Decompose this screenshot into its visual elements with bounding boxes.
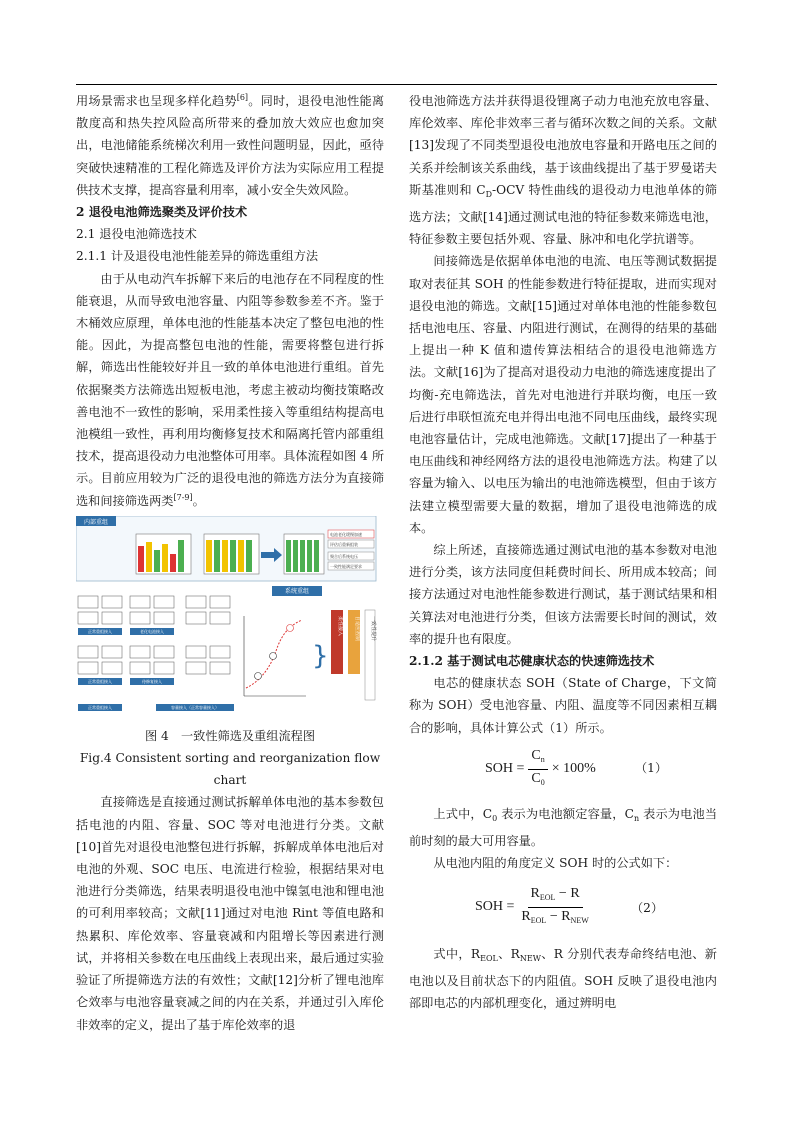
stage-consistency-up: 一致性提升 <box>370 615 376 641</box>
battery-cells-group-3 <box>284 534 324 574</box>
right-column <box>409 90 717 1014</box>
legend-item-4: 一致性能满足要求 <box>330 563 362 569</box>
eq2-number: （2） <box>631 900 664 915</box>
paragraph-eq2-explain: 式中，$R_{EOL}$、$R_{NEW}$、R 分别代表寿命终结电池、新电池以及目前状态下的内阻值。SOH 反映了退役电池内部即电芯的内部机理变化，通过辨明电 <box>409 946 717 1010</box>
section-heading-2: 2 退役电池筛选聚类及评价技术 <box>76 205 248 220</box>
paragraph-screening-regroup: 由于从电动汽车拆解下来后的电池存在不同程度的性能衰退，从而导致电池容量、内阻等参数参差不齐。鉴于木桶效应原理，单体电池的性能基本决定了整包电池的性能。因此，为提高整包电池的性能，需要将整包进行拆解，筛选出性能较好并且一致的单体电池进行重组。首先依据聚类方法筛选出短板电池，考虑主被动均衡技策略改善电池不一致性的影响，采用柔性接入等重组结构提高电池模组一致性，再利用均衡修复技术和隔离托管内部重组技术，提高退役动力电池整体可用率。具体流程如图 4 所示。目前应用较为广泛的退役电池的筛选方法分为直接筛选和间接筛选两类[7-9]。 <box>76 271 385 508</box>
system-regroup-title: 系统重组 <box>284 588 310 595</box>
battery-cells-group-1 <box>136 534 191 574</box>
header-rule <box>76 84 717 85</box>
internal-regroup-title: 内部重组 <box>83 519 109 526</box>
eq1-number: （1） <box>635 760 668 775</box>
paragraph-summary: 综上所述，直接筛选通过测试电池的基本参数对电池进行分类，该方法同度但耗费时间长、所用成本较高；间接方法通过对电池性能参数进行测试，基于测试结果和相关算法对电池进行分类，但该方法需要长时间的测试，效率的提升也有限度。 <box>409 543 717 646</box>
citation[interactable]: [7-9] <box>173 492 193 502</box>
eq1-fraction: $\frac{C_n}{C_0}$ <box>528 747 547 792</box>
stage-adaptive-control: 自适应控制 <box>354 615 360 641</box>
bottom-label-2: 容量接入（正常容量接入） <box>171 704 219 710</box>
subsection-heading-2-1: 2.1 退役电池筛选技术 <box>76 227 197 242</box>
brace-icon: } <box>312 640 329 671</box>
legend-item-1: 电池老化缓慢加速 <box>330 531 362 537</box>
equation-1 <box>409 739 717 803</box>
eq2-lhs: SOH = <box>475 898 515 914</box>
paragraph-resistance-soh: 从电池内阻的角度定义 SOH 时的公式如下： <box>433 856 678 871</box>
curve-plot <box>244 616 306 696</box>
paragraph-soh-intro: 电芯的健康状态 SOH（State of Charge，下文简称为 SOH）受电池容量、内阻、温度等不同因素相互耦合的影响，具体计算公式（1）所示。 <box>409 676 717 735</box>
figure-caption-cn: 图 4 一致性筛选及重组流程图 <box>144 728 316 743</box>
left-column <box>76 90 384 1036</box>
vertical-stages <box>331 610 377 700</box>
battery-cells-group-2 <box>204 534 259 574</box>
paragraph-screening-continued: 役电池筛选方法并获得退役锂离子动力电池充放电容量、库伦效率、库伦非效率三者与循环次数之间的关系。文献[13]发现了不同类型退役电池放电容量和开路电压之间的关系并绘制该关系曲线，基于该曲线提出了基于罗曼诺夫斯基准则和 $C_D$-OCV 特性曲线的退役动力电池单体的筛选方法；文献[14]通过测试电池的特征参数来筛选电池，特征参数主要包括外观、容量、脉冲和电化学抗谱等。 <box>409 94 717 247</box>
eq1-lhs: SOH = <box>485 761 525 777</box>
citation[interactable]: [6] <box>236 92 249 102</box>
stage-flexible-access: 柔性接入 <box>337 615 343 636</box>
figure-4 <box>76 516 384 721</box>
paragraph-intro-continued: 用场景需求也呈现多样化趋势[6]。同时，退役电池性能离散度高和热失控风险高所带来的叠加放大效应也愈加突出，电池储能系统梯次利用一致性问题明显，因此，亟待突破快速精准的工程化筛选及评价方法为实际应用工程提供技术支撑，提高容量利用率，减小安全失效风险。 <box>76 92 385 197</box>
module-label-3: 正常重组接入 <box>88 678 112 684</box>
subsubsection-heading-2-1-1: 2.1.1 计及退役电池性能差异的筛选重组方法 <box>76 249 319 264</box>
paragraph-eq1-explain: 上式中，$C_0$ 表示为电池额定容量，$C_n$ 表示为电池当前时刻的最大可用容量。 <box>409 806 718 849</box>
eq1-rhs: × 100% <box>551 761 596 777</box>
paragraph-indirect-screening: 间接筛选是依据单体电池的电流、电压等测试数据提取对表征其 SOH 的性能参数进行特征提取，进而实现对退役电池的筛选。文献[15]通过对单体电池的性能参数包括电池电压、容量、内阻进行测试，在测得的结果的基础上提出一种 K 值和遗传算法相结合的退役电池筛选方法。文献[16]为了提高对退役动力电池的筛选速度提出了均衡-充电筛选法，首先对电池进行并联均衡，电压一致后进行串联恒流充电并得出电池不同电压曲线，最终实现电池容量估计，完成电池筛选。文献[17]提出了一种基于电压曲线和神经网络方法的退役电池筛选方法。构建了以容量为输入、以电压为输出的电池筛选模型，但由于该方法建立模型需要大量的数据，增加了退役电池筛选的成本。 <box>409 254 717 535</box>
equation-2 <box>409 875 717 943</box>
paragraph-direct-screening: 直接筛选是直接通过测试拆解单体电池的基本参数包括电池的内阻、容量、SOC 等对电池进行分类。文献[10]首先对退役电池整包进行拆解，拆解成单体电池后对电池的外观、SOC 电压、电流进行检验，根据结果对电池进行分类筛选，结果表明退役电池中镍氢电池和锂电池的可利用率较高；文献[11]通过对电池 Rint 等值电路和热累积、库伦效率、容量衰减和内阻增长等因素进行测试，并将相关参数在电压曲线上表现出来，最后通过实验验证了所提筛选方法的有效性；文献[12]分析了锂电池库仑效率与电池容量衰减之间的内在关系，并通过引入库伦非效率的定义，提出了基于库伦效率的退 <box>76 795 384 1032</box>
module-label-2: 老化电池接入 <box>140 628 164 634</box>
figure-caption-en: Fig.4 Consistent sorting and reorganization flow chart <box>79 751 381 788</box>
eq2-fraction: $\frac{R_{EOL} - R}{R_{EOL} - R_{NEW}}$ <box>521 885 589 925</box>
module-label-1: 正常重组接入 <box>88 628 112 634</box>
subsubsection-heading-2-1-2: 2.1.2 基于测试电芯健康状态的快速筛选技术 <box>409 654 655 669</box>
flow-chart-diagram <box>76 516 384 721</box>
legend-item-3: 聚合后系统电压 <box>330 553 358 559</box>
legend-item-2: 评估后重新组装 <box>330 541 358 547</box>
module-label-4: 待修复接入 <box>142 678 162 684</box>
bottom-label-1: 正常重组接入 <box>88 704 112 710</box>
